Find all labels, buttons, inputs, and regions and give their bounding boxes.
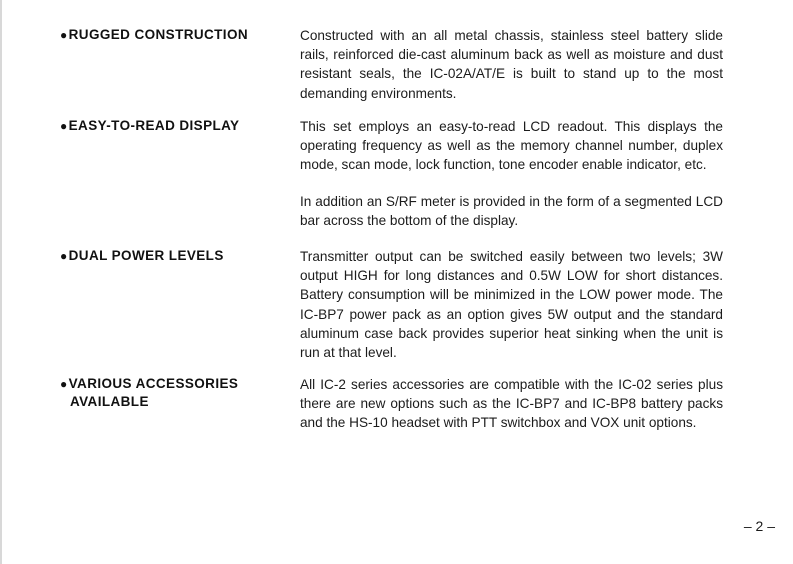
section-heading [60, 26, 290, 44]
heading-text: DUAL POWER LEVELS [68, 248, 224, 263]
heading-text: RUGGED CONSTRUCTION [68, 27, 249, 42]
paragraph: All IC-2 series accessories are compatible with the IC-02 series plus there are new options such as the IC-BP7 and IC-BP8 battery packs and the HS-10 headset with PTT switchbox and VOX unit options. [300, 377, 723, 431]
bullet-icon: ● [60, 28, 68, 42]
paragraph: This set employs an easy-to-read LCD readout. This displays the operating frequency as well as the memory channel number, duplex mode, scan mode, lock function, tone encoder enable indicator, etc. [300, 119, 723, 173]
bullet-icon: ● [60, 377, 68, 391]
section-heading [60, 117, 290, 135]
page-edge-shadow [0, 0, 2, 564]
paragraph: Constructed with an all metal chassis, stainless steel battery slide rails, reinforced die-cast aluminum back as well as moisture and dust resistant seals, the IC-02A/AT/E is built to stand up to the most demanding environments. [300, 28, 723, 101]
bullet-icon: ● [60, 249, 68, 263]
heading-text-line2: AVAILABLE [70, 394, 149, 409]
section-heading [60, 247, 290, 265]
section-heading [60, 375, 290, 411]
section-body [300, 117, 723, 230]
section-body [300, 26, 723, 103]
section-body [300, 375, 723, 433]
heading-text: EASY-TO-READ DISPLAY [68, 118, 240, 133]
page-number: – 2 – [743, 518, 775, 534]
section-body [300, 247, 723, 362]
bullet-icon: ● [60, 119, 68, 133]
heading-text: VARIOUS ACCESSORIES [68, 376, 239, 391]
paragraph: Transmitter output can be switched easily between two levels; 3W output HIGH for long distances and 0.5W LOW for short distances. Battery consumption will be minimized in the LOW power mode. The IC-BP7 power pack as an option gives 5W output and the standard aluminum case back provides superior heat sinking when the unit is run at that level. [300, 249, 723, 361]
paragraph: In addition an S/RF meter is provided in the form of a segmented LCD bar across the bottom of the display. [300, 193, 723, 228]
